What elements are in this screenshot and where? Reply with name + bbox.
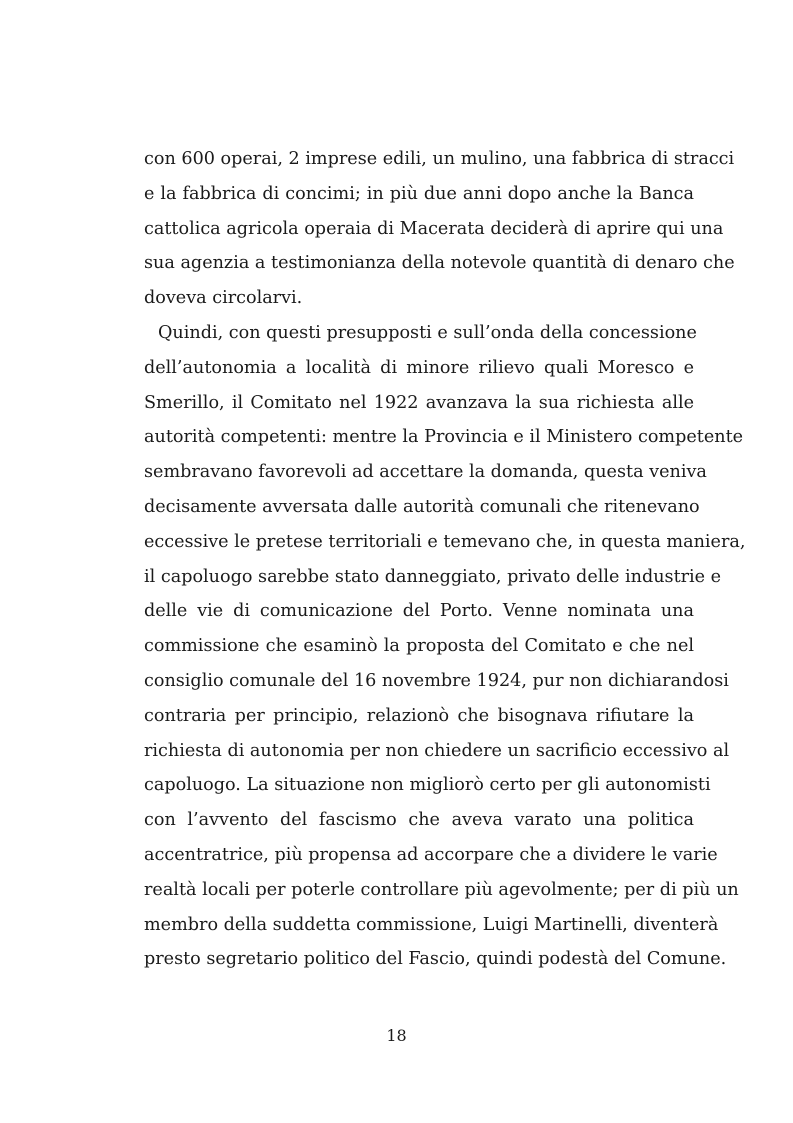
text-line: e la fabbrica di concimi; in più due anni dopo anche la Banca	[144, 183, 694, 204]
text-line: capoluogo. La situazione non migliorò certo per gli autonomisti	[144, 775, 711, 796]
text-line: il capoluogo sarebbe stato danneggiato, privato delle industrie e	[144, 566, 722, 587]
text-line: decisamente avversata dalle autorità comunali che ritenevano	[144, 496, 700, 517]
text-line: con 600 operai, 2 imprese edili, un mulino, una fabbrica di stracci	[144, 149, 735, 169]
text-line: accentratrice, più propensa ad accorpare che a dividere le varie	[144, 844, 718, 865]
text-line: contraria per principio, relazionò che bisognava rifiutare la	[144, 705, 694, 726]
text-line: Smerillo, il Comitato nel 1922 avanzava la sua richiesta alle	[144, 392, 694, 413]
text-line: membro della suddetta commissione, Luigi Martinelli, diventerà	[144, 914, 719, 935]
text-line: consiglio comunale del 16 novembre 1924, pur non dichiarandosi	[144, 670, 729, 691]
text-line: realtà locali per poterle controllare più agevolmente; per di più un	[144, 879, 739, 900]
text-line: doveva circolarvi.	[144, 288, 303, 309]
text-line: cattolica agricola operaia di Macerata deciderà di aprire qui una	[144, 218, 724, 239]
text-line: sembravano favorevoli ad accettare la domanda, questa veniva	[144, 462, 707, 483]
paragraph-2	[144, 316, 746, 977]
text-line: dell’autonomia a località di minore rilievo quali Moresco e	[144, 357, 694, 378]
text-line: richiesta di autonomia per non chiedere un sacrificio eccessivo al	[144, 740, 730, 761]
text-line: Quindi, con questi presupposti e sull’onda della concessione	[158, 322, 697, 343]
text-line: eccessive le pretese territoriali e temevano che, in questa maniera,	[144, 531, 746, 552]
paragraph-1	[144, 142, 735, 316]
text-line: commissione che esaminò la proposta del Comitato e che nel	[144, 636, 694, 657]
text-line: presto segretario politico del Fascio, quindi podestà del Comune.	[144, 949, 727, 970]
text-line: delle vie di comunicazione del Porto. Venne nominata una	[144, 601, 694, 622]
body-text	[144, 142, 746, 977]
page-number: 18	[386, 1026, 407, 1045]
text-line: autorità competenti: mentre la Provincia e il Ministero competente	[144, 427, 744, 448]
text-line: con l’avvento del fascismo che aveva varato una politica	[144, 810, 694, 831]
text-line: sua agenzia a testimonianza della notevole quantità di denaro che	[144, 253, 735, 274]
